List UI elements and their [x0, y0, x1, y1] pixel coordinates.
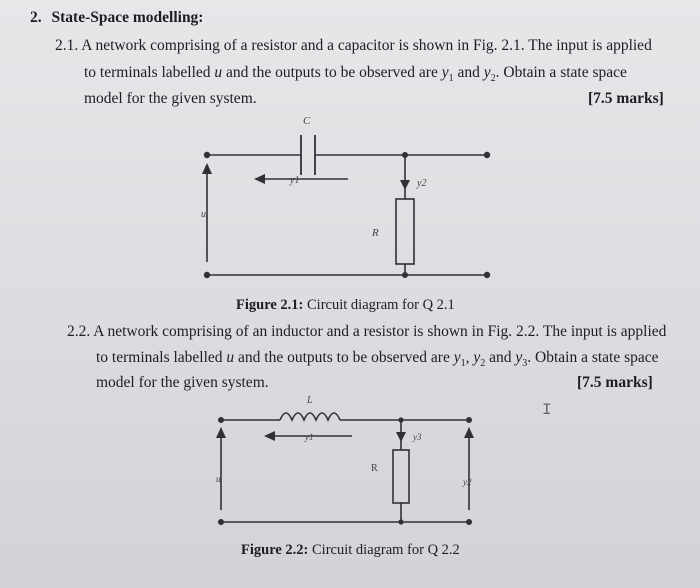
q21-l2-mid: and the outputs to be observed are	[222, 64, 442, 81]
fig21-caption-label: Figure 2.1:	[236, 297, 304, 313]
q21-l2-sub2: 2	[490, 73, 496, 85]
fig21-label-C: C	[303, 115, 311, 127]
q22-number: 2.2.	[67, 323, 91, 340]
section-title: State-Space modelling:	[51, 9, 204, 26]
q22-line3: model for the given system.	[96, 374, 269, 391]
fig22-y2-arrow-head	[464, 427, 474, 438]
fig22-caption-text: Circuit diagram for Q 2.2	[308, 542, 460, 558]
q21-marks: [7.5 marks]	[588, 90, 664, 107]
q22-l2-sub2: 2	[480, 358, 486, 370]
fig22-y3-arrow-head	[396, 432, 406, 442]
q22-l2-end: . Obtain a state space	[527, 349, 659, 366]
q21-l2-sub1: 1	[448, 73, 454, 85]
q21-line3: model for the given system.	[84, 90, 257, 107]
section-number: 2.	[30, 9, 42, 26]
q22-l2-pre: to terminals labelled	[96, 349, 227, 366]
fig22-node-junction	[398, 417, 403, 422]
fig22-label-L: L	[307, 395, 313, 406]
q22-l2-y2: y	[473, 349, 481, 366]
fig21-label-R: R	[372, 227, 379, 239]
fig22-u-arrow-head	[216, 427, 226, 438]
q21-number: 2.1.	[55, 37, 79, 54]
q21-l2-u: u	[214, 64, 223, 81]
fig21-label-u: u	[201, 209, 206, 220]
q22-l2-sub1: 1	[460, 358, 466, 370]
q22-l2-c1: ,	[465, 349, 474, 366]
fig22-node-junction-bottom	[398, 519, 403, 524]
fig21-label-y1: y1	[290, 175, 300, 186]
q22-l2-sub3: 3	[522, 358, 528, 370]
fig22-node-bottom-right	[466, 519, 472, 525]
q21-text-line1: A network comprising of a resistor and a capacitor is shown in Fig. 2.1. The input is applied	[81, 37, 652, 54]
fig22-caption	[241, 541, 460, 560]
q22-l2-y3: y	[515, 349, 523, 366]
q22-marks: [7.5 marks]	[577, 374, 653, 391]
fig22-label-u: u	[216, 474, 221, 484]
fig21-caption-text: Circuit diagram for Q 2.1	[303, 297, 455, 313]
q21-l2-pre: to terminals labelled	[84, 64, 215, 81]
fig21-label-y2: y2	[417, 178, 427, 189]
fig22-caption-label: Figure 2.2:	[241, 542, 309, 558]
fig22-y1-arrow-head	[264, 431, 275, 441]
q21-l2-y2: y	[483, 64, 491, 81]
fig22-label-y3: y3	[413, 432, 422, 442]
q21-l2-and: and	[453, 64, 484, 81]
q21-l2-end: . Obtain a state space	[495, 64, 627, 81]
q22-l2-mid: and the outputs to be observed are	[234, 349, 454, 366]
fig22-node-top-left	[218, 417, 224, 423]
fig22-label-y1: y1	[305, 432, 314, 442]
q22-l2-y1: y	[453, 349, 461, 366]
q21-l2-y1: y	[441, 64, 449, 81]
fig22-resistor	[393, 450, 409, 503]
fig22-inductor	[280, 413, 340, 420]
fig22-label-y2: y2	[463, 477, 472, 487]
fig22-label-R: R	[371, 463, 378, 474]
text-cursor-icon: I	[542, 401, 552, 419]
q22-l2-and: and	[485, 349, 516, 366]
q22-text-line1: A network comprising of an inductor and a resistor is shown in Fig. 2.2. The input is applied	[93, 323, 667, 340]
fig22-node-bottom-left	[218, 519, 224, 525]
q22-l2-u: u	[226, 349, 235, 366]
fig22-node-top-right	[466, 417, 472, 423]
